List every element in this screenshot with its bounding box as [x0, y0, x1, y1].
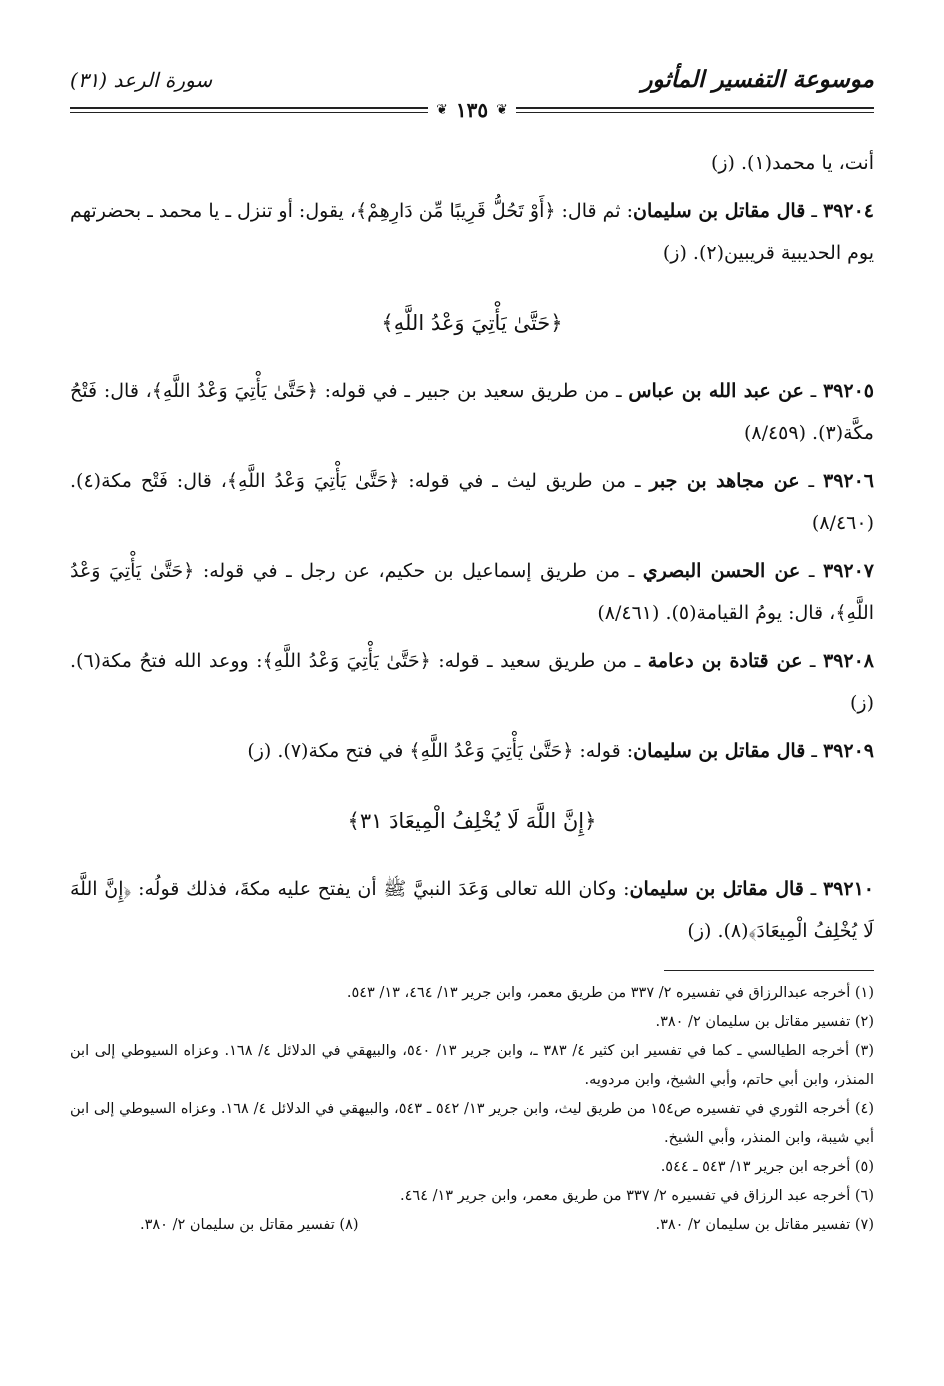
page-number: ١٣٥ [455, 98, 489, 122]
footnote-5: (٥) أخرجه ابن جرير ١٣/ ٥٤٣ ـ ٥٤٤. [660, 1159, 874, 1175]
footnotes [70, 979, 874, 1240]
narrator-name: قال مقاتل بن سليمان [633, 740, 806, 762]
ornament-icon: ❦ [436, 102, 448, 118]
entry-number: ٣٩٢٠٥ [822, 380, 874, 402]
entry-text: : وكان الله تعالى وَعَدَ النبيَّ ﷺ أن يفتح عليه مكةَ، فذلك قولُه: ﴿إِنَّ اللَّهَ لَا يُخْلِفُ الْمِيعَادَ﴾(٨). (ز) [70, 878, 874, 942]
entry-39210: ٣٩٢١٠ ـ قال مقاتل بن سليمان: وكان الله تعالى وَعَدَ النبيَّ ﷺ أن يفتح عليه مكةَ، فذلك قولُه: ﴿إِنَّ اللَّهَ لَا يُخْلِفُ الْمِيعَادَ﴾(٨). (ز) [70, 878, 874, 942]
entry-text: : قوله: ﴿حَتَّىٰ يَأْتِيَ وَعْدُ اللَّهِ﴾ في فتح مكة(٧). (ز) [247, 740, 634, 762]
footnote-6: (٦) أخرجه عبد الرزاق في تفسيره ٢/ ٣٣٧ من طريق معمر، وابن جرير ١٣/ ٤٦٤. [400, 1188, 874, 1204]
narrator-name: عن الحسن البصري [642, 560, 801, 582]
header-rule-right [516, 107, 874, 113]
surah-label: سورة الرعد (٣١) [70, 68, 213, 92]
entry-number: ٣٩٢٠٧ [822, 560, 875, 582]
entry-39207: ٣٩٢٠٧ ـ عن الحسن البصري ـ من طريق إسماعيل بن حكيم، عن رجل ـ في قوله: ﴿حَتَّىٰ يَأْتِيَ وَعْدُ اللَّهِ﴾، قال: يومُ القيامة(٥). (٨/٤٦١) [70, 560, 875, 624]
narrator-name: عن عبد الله بن عباس [628, 380, 804, 402]
footnote-2: (٢) تفسير مقاتل بن سليمان ٢/ ٣٨٠. [655, 1014, 874, 1030]
page-number-row [70, 100, 874, 120]
page [70, 60, 874, 1346]
entry-39206: ٣٩٢٠٦ ـ عن مجاهد بن جبر ـ من طريق ليث ـ في قوله: ﴿حَتَّىٰ يَأْتِيَ وَعْدُ اللَّهِ﴾، قال: فَتْح مكة(٤). (٨/٤٦٠) [70, 470, 875, 534]
footnote-3: (٣) أخرجه الطيالسي ـ كما في تفسير ابن كثير ٤/ ٣٨٣ ـ، وابن جرير ١٣/ ٥٤٠، والبيهقي في الدلائل ٤/ ١٦٨. وعزاه السيوطي إلى ابن المنذر، وابن أبي حاتم، وأبي الشيخ، وابن مردويه. [70, 1043, 874, 1088]
entry-number: ٣٩٢٠٦ [822, 470, 875, 492]
header-rule-left [70, 107, 428, 113]
main-text [70, 142, 874, 952]
entry-text: ـ من طريق سعيد بن جبير ـ في قوله: ﴿حَتَّىٰ يَأْتِيَ وَعْدُ اللَّهِ﴾، قال: فَتْحُ مكَّة(٣). (٨/٤٥٩) [70, 380, 874, 444]
entry-number: ٣٩٢٠٤ [822, 200, 874, 222]
entry-text: ـ من طريق إسماعيل بن حكيم، عن رجل ـ في قوله: ﴿حَتَّىٰ يَأْتِيَ وَعْدُ اللَّهِ﴾، قال: يومُ القيامة(٥). (٨/٤٦١) [70, 560, 874, 624]
ornament-icon: ❦ [496, 102, 508, 118]
entry-number: ٣٩٢٠٨ [822, 650, 874, 672]
narrator-name: قال مقاتل بن سليمان [629, 878, 804, 900]
entry-number: ٣٩٢٠٩ [822, 740, 874, 762]
entry-text: ـ من طريق سعيد ـ قوله: ﴿حَتَّىٰ يَأْتِيَ وَعْدُ اللَّهِ﴾: ووعد الله فتحُ مكة(٦). (ز) [70, 650, 874, 714]
continuation-paragraph: أنت، يا محمد(١). (ز) [710, 152, 874, 174]
book-title: موسوعة التفسير المأثور [641, 66, 874, 93]
entry-text: : ثم قال: ﴿أَوْ تَحُلُّ قَرِيبًا مِّن دَارِهِمْ﴾، يقول: أو تنزل ـ يا محمد ـ بحضرتهم يوم الحديبية قريبين(٢). (ز) [70, 200, 874, 264]
entry-39204: ٣٩٢٠٤ ـ قال مقاتل بن سليمان: ثم قال: ﴿أَوْ تَحُلُّ قَرِيبًا مِّن دَارِهِمْ﴾، يقول: أو تنزل ـ يا محمد ـ بحضرتهم يوم الحديبية قريبين(٢). (ز) [70, 200, 874, 264]
footnote-7: (٧) تفسير مقاتل بن سليمان ٢/ ٣٨٠. [655, 1217, 874, 1233]
entry-39208: ٣٩٢٠٨ ـ عن قتادة بن دعامة ـ من طريق سعيد ـ قوله: ﴿حَتَّىٰ يَأْتِيَ وَعْدُ اللَّهِ﴾: ووعد الله فتحُ مكة(٦). (ز) [70, 650, 874, 714]
narrator-name: عن قتادة بن دعامة [647, 650, 803, 672]
footnote-8: (٨) تفسير مقاتل بن سليمان ٢/ ٣٨٠. [140, 1217, 359, 1233]
verse-heading: ﴿إِنَّ اللَّهَ لَا يُخْلِفُ الْمِيعَادَ ٣١﴾ [347, 809, 597, 833]
entry-text: ـ من طريق ليث ـ في قوله: ﴿حَتَّىٰ يَأْتِيَ وَعْدُ اللَّهِ﴾، قال: فَتْح مكة(٤). (٨/٤٦٠) [70, 470, 874, 534]
entry-39205: ٣٩٢٠٥ ـ عن عبد الله بن عباس ـ من طريق سعيد بن جبير ـ في قوله: ﴿حَتَّىٰ يَأْتِيَ وَعْدُ اللَّهِ﴾، قال: فَتْحُ مكَّة(٣). (٨/٤٥٩) [70, 380, 874, 444]
entry-number: ٣٩٢١٠ [822, 878, 874, 900]
footnote-4: (٤) أخرجه الثوري في تفسيره ص١٥٤ من طريق ليث، وابن جرير ١٣/ ٥٤٢ ـ ٥٤٣، والبيهقي في الدلائل ٤/ ١٦٨. وعزاه السيوطي إلى ابن أبي شيبة، وابن المنذر، وأبي الشيخ. [70, 1101, 874, 1146]
footnote-pair [70, 1211, 874, 1240]
page-header [70, 60, 874, 122]
narrator-name: قال مقاتل بن سليمان [633, 200, 806, 222]
footnote-divider [664, 970, 874, 971]
narrator-name: عن مجاهد بن جبر [649, 470, 800, 492]
footnote-1: (١) أخرجه عبدالرزاق في تفسيره ٢/ ٣٣٧ من طريق معمر، وابن جرير ١٣/ ٤٦٤، ١٣/ ٥٤٣. [346, 985, 874, 1001]
verse-heading: ﴿حَتَّىٰ يَأْتِيَ وَعْدُ اللَّهِ﴾ [381, 311, 563, 335]
entry-39209: ٣٩٢٠٩ ـ قال مقاتل بن سليمان: قوله: ﴿حَتَّىٰ يَأْتِيَ وَعْدُ اللَّهِ﴾ في فتح مكة(٧). (ز) [247, 740, 874, 762]
